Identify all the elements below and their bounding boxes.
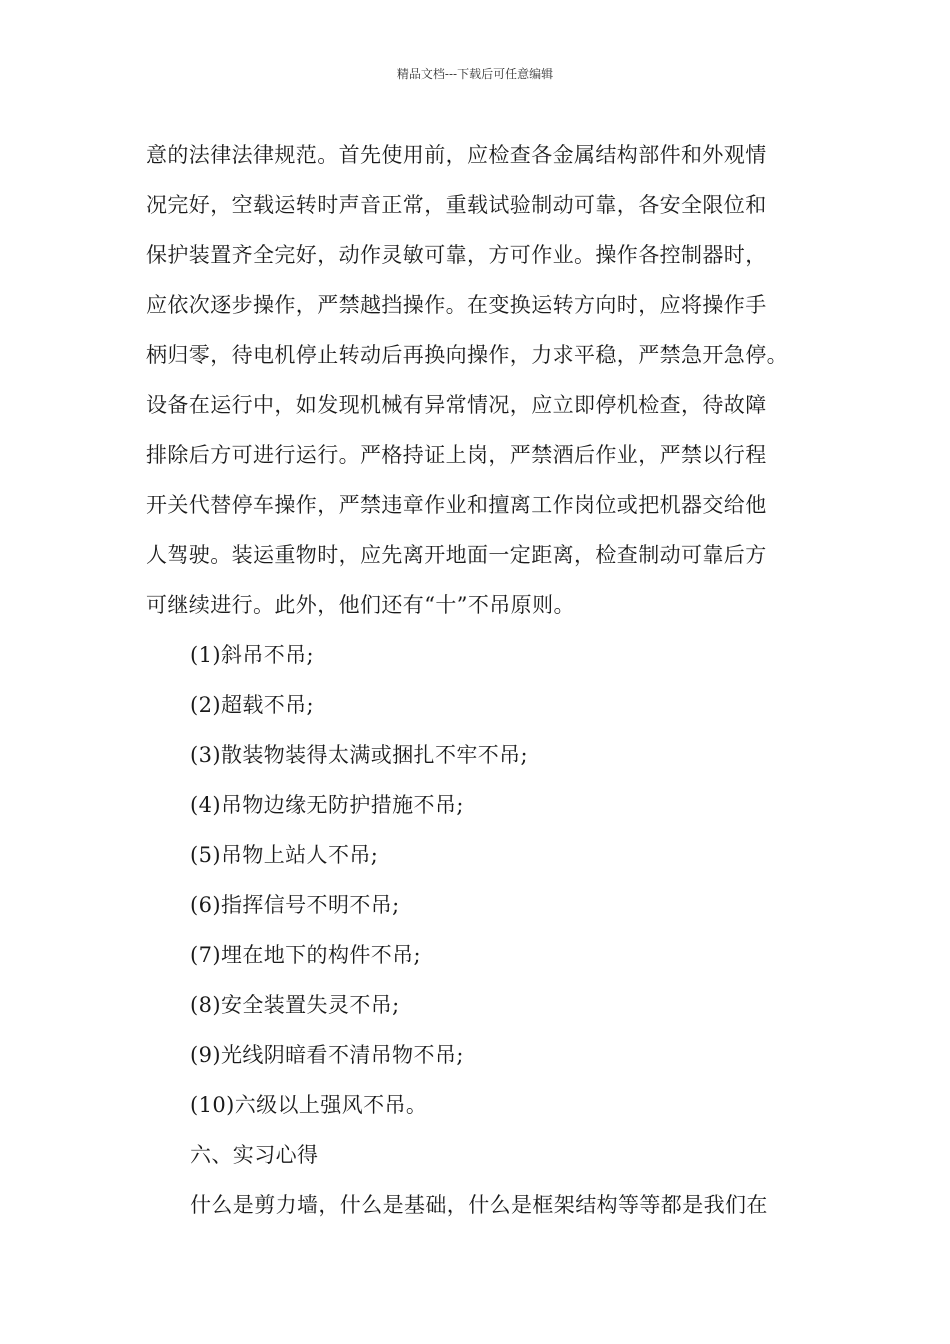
rule-item: (9)光线阴暗看不清吊物不吊; xyxy=(190,1043,464,1067)
paragraph-line: 意的法律法律规范。首先使用前，应检查各金属结构部件和外观情 xyxy=(146,143,767,167)
rule-item: (5)吊物上站人不吊; xyxy=(190,843,379,867)
rule-item: (10)六级以上强风不吊。 xyxy=(190,1093,428,1117)
paragraph-line: 开关代替停车操作，严禁违章作业和擅离工作岗位或把机器交给他 xyxy=(146,493,767,517)
document-body xyxy=(146,130,826,1230)
paragraph-line: 柄归零，待电机停止转动后再换向操作，力求平稳，严禁急开急停。 xyxy=(146,343,788,367)
rule-item: (7)埋在地下的构件不吊; xyxy=(190,943,422,967)
rule-item: (2)超载不吊; xyxy=(190,693,315,717)
rule-item: (4)吊物边缘无防护措施不吊; xyxy=(190,793,464,817)
section-heading: 六、实习心得 xyxy=(190,1143,319,1167)
paragraph-line: 什么是剪力墙，什么是基础，什么是框架结构等等都是我们在 xyxy=(190,1193,768,1217)
paragraph-line: 排除后方可进行运行。严格持证上岗，严禁酒后作业，严禁以行程 xyxy=(146,443,767,467)
paragraph-line: 可继续进行。此外，他们还有“十”不吊原则。 xyxy=(146,593,575,617)
rule-item: (1)斜吊不吊; xyxy=(190,643,315,667)
paragraph-line: 应依次逐步操作，严禁越挡操作。在变换运转方向时，应将操作手 xyxy=(146,293,767,317)
rule-item: (8)安全装置失灵不吊; xyxy=(190,993,400,1017)
rule-item: (6)指挥信号不明不吊; xyxy=(190,893,400,917)
paragraph-line: 设备在运行中，如发现机械有异常情况，应立即停机检查，待故障 xyxy=(146,393,767,417)
paragraph-line: 况完好，空载运转时声音正常，重载试验制动可靠，各安全限位和 xyxy=(146,193,767,217)
paragraph-line: 保护装置齐全完好，动作灵敏可靠，方可作业。操作各控制器时， xyxy=(146,243,767,267)
rule-item: (3)散装物装得太满或捆扎不牢不吊; xyxy=(190,743,529,767)
page-header: 精品文档---下载后可任意编辑 xyxy=(396,67,554,81)
paragraph-line: 人驾驶。装运重物时，应先离开地面一定距离，检查制动可靠后方 xyxy=(146,543,767,567)
